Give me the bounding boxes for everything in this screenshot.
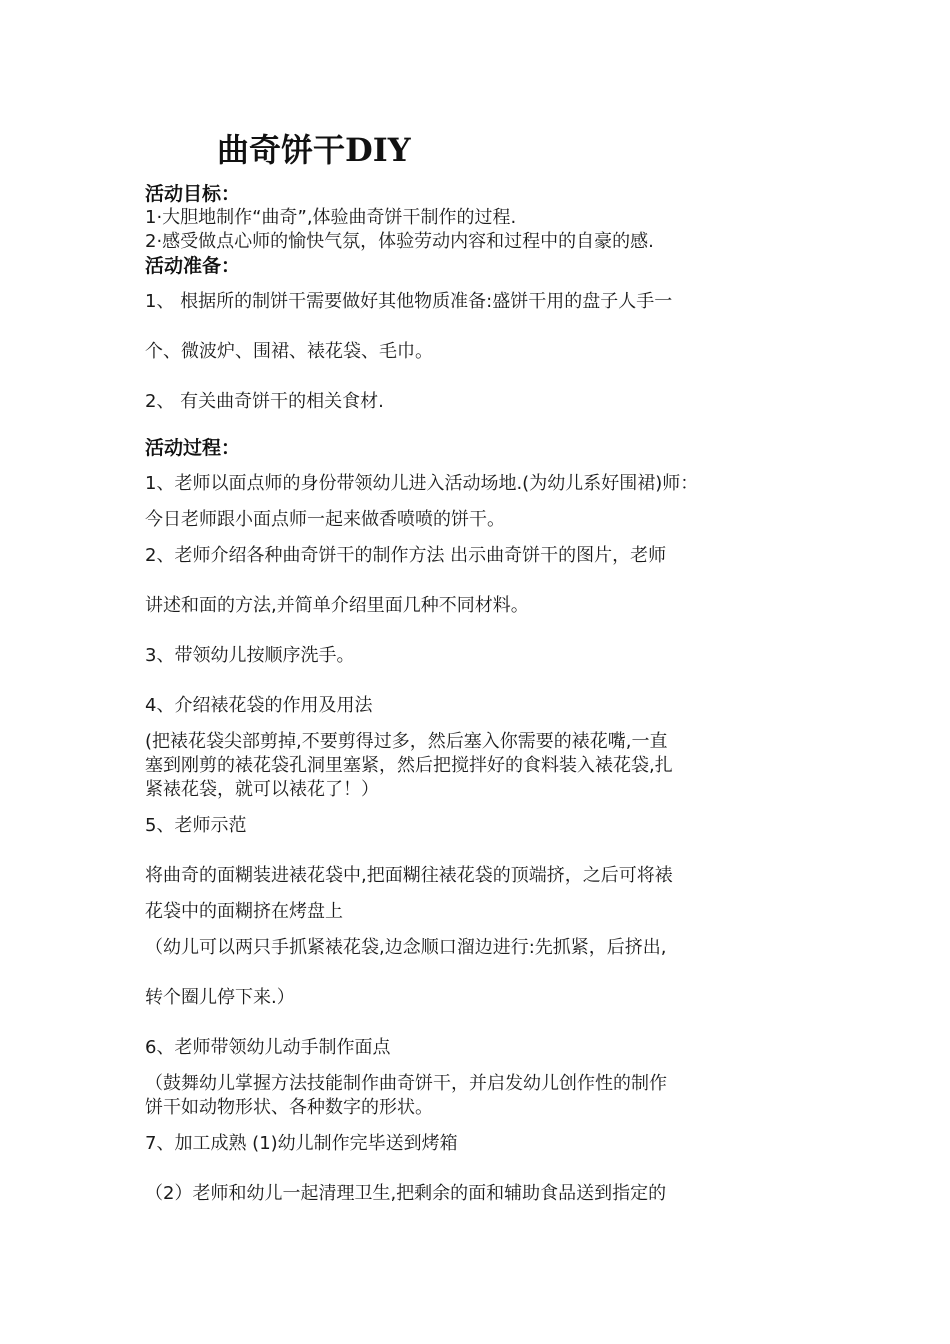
process-step: 6、老师带领幼儿动手制作面点 — [145, 1037, 391, 1058]
prep-item: 1、 根据所的制饼干需要做好其他物质准备:盛饼干用的盘子人手一 — [145, 291, 673, 312]
process-step: 7、加工成熟 (1)幼儿制作完毕送到烤箱 — [145, 1133, 458, 1154]
process-step: 3、带领幼儿按顺序洗手。 — [145, 645, 355, 666]
process-heading: 活动过程： — [145, 437, 241, 459]
process-detail: 花袋中的面糊挤在烤盘上 — [145, 901, 343, 922]
process-step-continued: 讲述和面的方法,并简单介绍里面几种不同材料。 — [145, 595, 529, 616]
process-step: 4、介绍裱花袋的作用及用法 — [145, 695, 373, 716]
process-note: 饼干如动物形状、各种数字的形状。 — [145, 1097, 433, 1118]
process-step: 5、老师示范 — [145, 815, 247, 836]
prep-heading: 活动准备： — [145, 255, 241, 277]
goals-heading: 活动目标： — [145, 183, 241, 205]
document-body — [145, 128, 825, 1206]
process-note: 紧裱花袋，就可以裱花了！） — [145, 779, 379, 800]
process-note: （幼儿可以两只手抓紧裱花袋,边念顺口溜边进行:先抓紧，后挤出, — [145, 937, 667, 958]
process-note: 转个圈儿停下来.） — [145, 987, 295, 1008]
goal-item: 1·大胆地制作“曲奇”,体验曲奇饼干制作的过程. — [145, 207, 517, 228]
process-step: 2、老师介绍各种曲奇饼干的制作方法 出示曲奇饼干的图片，老师 — [145, 545, 667, 566]
process-step-continued: 今日老师跟小面点师一起来做香喷喷的饼干。 — [145, 509, 505, 530]
process-detail: 将曲奇的面糊装进裱花袋中,把面糊往裱花袋的顶端挤，之后可将裱 — [145, 865, 673, 886]
process-note: （2）老师和幼儿一起清理卫生,把剩余的面和辅助食品送到指定的 — [145, 1183, 667, 1204]
prep-item-continued: 个、微波炉、围裙、裱花袋、毛巾。 — [145, 341, 433, 362]
process-note: (把裱花袋尖部剪掉,不要剪得过多，然后塞入你需要的裱花嘴,一直 — [145, 731, 668, 752]
process-note: 塞到刚剪的裱花袋孔洞里塞紧，然后把搅拌好的食料装入裱花袋,扎 — [145, 755, 673, 776]
goal-item: 2·感受做点心师的愉快气氛，体验劳动内容和过程中的自豪的感. — [145, 231, 654, 252]
process-note: （鼓舞幼儿掌握方法技能制作曲奇饼干，并启发幼儿创作性的制作 — [145, 1073, 667, 1094]
document-title: 曲奇饼干DIY — [217, 131, 411, 169]
process-step: 1、老师以面点师的身份带领幼儿进入活动场地.(为幼儿系好围裙)师： — [145, 473, 699, 494]
prep-item: 2、 有关曲奇饼干的相关食材. — [145, 391, 384, 412]
